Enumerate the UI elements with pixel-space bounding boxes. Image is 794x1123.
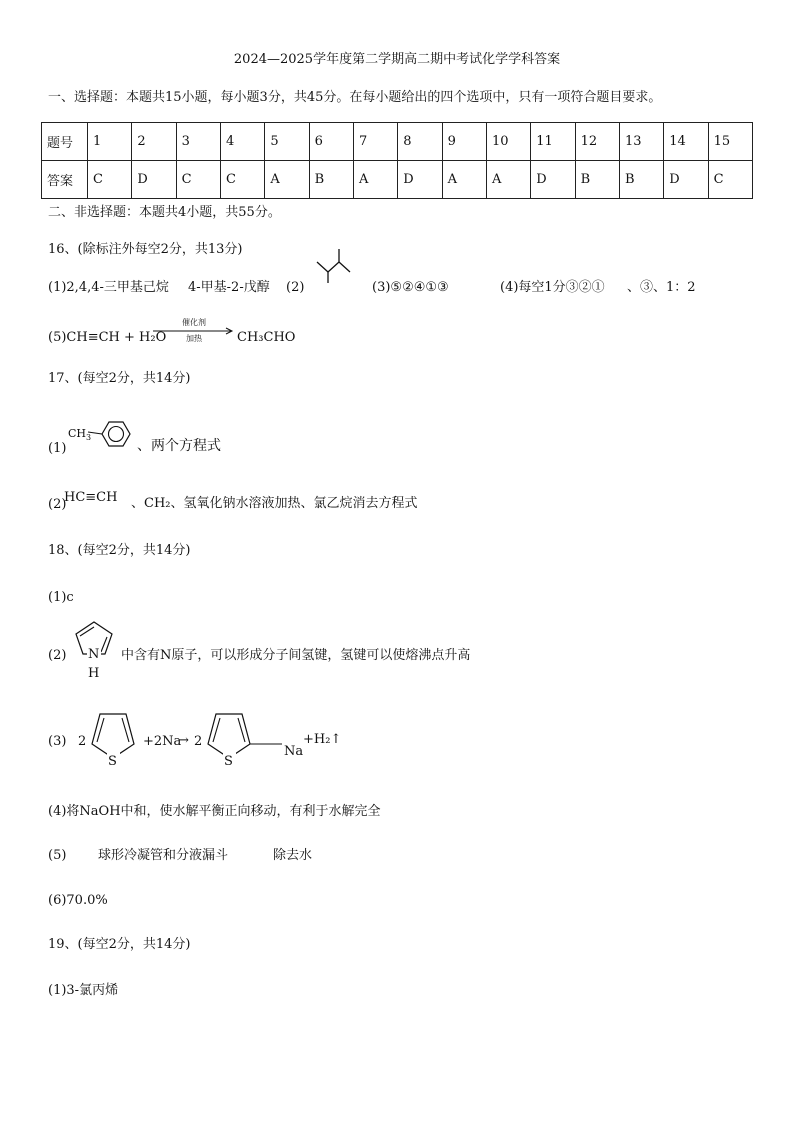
q18-answer-2-label: (2): [48, 648, 67, 663]
table-cell: 8: [398, 123, 442, 161]
table-cell: D: [132, 161, 176, 199]
table-cell: C: [708, 161, 752, 199]
hydrogen-product: +H₂↑: [303, 732, 342, 747]
q18-answer-5b: 除去水: [273, 848, 313, 863]
q16-answer-1b: 4-甲基-2-戊醇: [188, 280, 270, 295]
table-cell: D: [531, 161, 575, 199]
table-cell: 11: [531, 123, 575, 161]
q17-answer-1-text: 、两个方程式: [137, 438, 221, 454]
reaction-condition-heat: 加热: [186, 334, 202, 343]
q16-answer-5-product: CH₃CHO: [237, 330, 296, 345]
q18-sodium-reactant: +2Na: [143, 734, 182, 749]
table-cell: 7: [353, 123, 397, 161]
table-cell: C: [88, 161, 132, 199]
table-cell: A: [486, 161, 530, 199]
q19-header: 19、(每空2分，共14分): [48, 937, 191, 952]
q16-answer-2-label: (2): [286, 280, 305, 295]
q18-answer-3-label: (3): [48, 734, 67, 749]
thiophene-sulfur-label: S: [108, 754, 117, 769]
table-cell: D: [398, 161, 442, 199]
q18-answer-4: (4)将NaOH中和，使水解平衡正向移动，有利于水解完全: [48, 804, 381, 819]
thiophene-sulfur-label-2: S: [224, 754, 233, 769]
table-cell: A: [442, 161, 486, 199]
acetylene-formula: HC≡CH: [64, 490, 118, 505]
q17-answer-1-label: (1): [48, 441, 67, 456]
table-row-label: 答案: [42, 161, 88, 199]
table-cell: 3: [176, 123, 220, 161]
table-cell: 13: [619, 123, 663, 161]
table-cell: 5: [265, 123, 309, 161]
table-cell: C: [220, 161, 264, 199]
page-title: 2024—2025学年度第二学期高二期中考试化学学科答案: [233, 52, 561, 67]
skeletal-structure-icon: [314, 246, 358, 286]
thiophene-sodium-ring-icon: [204, 708, 294, 758]
q18-coefficient-1: 2: [78, 734, 87, 749]
table-cell: 14: [664, 123, 708, 161]
table-cell: B: [619, 161, 663, 199]
answer-table: [41, 122, 753, 199]
q18-answer-5-label: (5): [48, 848, 67, 863]
table-cell: 2: [132, 123, 176, 161]
table-cell: C: [176, 161, 220, 199]
q16-answer-4b: 、③、1：2: [627, 280, 696, 295]
table-cell: D: [664, 161, 708, 199]
q17-header: 17、(每空2分，共14分): [48, 371, 191, 386]
table-row-answers: [42, 161, 753, 199]
pyrrole-hydrogen-label: H: [88, 666, 100, 681]
section-two-heading: 二、非选择题：本题共4小题，共55分。: [48, 205, 281, 220]
table-cell: B: [575, 161, 619, 199]
table-cell: 12: [575, 123, 619, 161]
table-cell: 9: [442, 123, 486, 161]
methyl-text: CH: [68, 427, 87, 440]
sodium-substituent-label: Na: [284, 744, 304, 759]
table-cell: 4: [220, 123, 264, 161]
q16-answer-4: (4)每空1分③②①: [500, 280, 605, 295]
table-cell: A: [265, 161, 309, 199]
q17-answer-2-text: 、CH₂、氢氧化钠水溶液加热、氯乙烷消去方程式: [131, 496, 418, 511]
q16-header: 16、(除标注外每空2分，共13分): [48, 242, 243, 257]
q16-answer-5-reactants: (5)CH≡CH + H₂O: [48, 330, 167, 345]
q16-answer-3: (3)⑤②④①③: [372, 280, 449, 295]
methyl-subscript: 3: [86, 433, 92, 443]
q17-answer-2-label: (2): [48, 497, 67, 512]
reaction-condition-catalyst: 催化剂: [182, 318, 206, 327]
q18-header: 18、(每空2分，共14分): [48, 543, 191, 558]
q18-answer-6: (6)70.0%: [48, 893, 108, 908]
q19-answer-1: (1)3-氯丙烯: [48, 983, 119, 998]
section-one-heading: 一、选择题：本题共15小题，每小题3分，共45分。在每小题给出的四个选项中，只有一项符合题目要求。: [48, 90, 662, 105]
table-cell: 1: [88, 123, 132, 161]
q18-coefficient-2: 2: [194, 734, 203, 749]
table-cell: 6: [309, 123, 353, 161]
q18-answer-5a: 球形冷凝管和分液漏斗: [98, 848, 229, 863]
table-cell: A: [353, 161, 397, 199]
q18-answer-1: (1)c: [48, 590, 74, 605]
table-cell: B: [309, 161, 353, 199]
table-cell: 15: [708, 123, 752, 161]
q16-answer-1: (1)2,4,4-三甲基己烷: [48, 280, 169, 295]
table-row-numbers: [42, 123, 753, 161]
table-row-label: 题号: [42, 123, 88, 161]
pyrrole-nitrogen-label: N: [88, 647, 100, 662]
q18-answer-2-text: 中含有N原子，可以形成分子间氢键，氢键可以使熔沸点升高: [121, 648, 471, 663]
table-cell: 10: [486, 123, 530, 161]
thiophene-ring-icon: [88, 708, 142, 758]
reaction-arrow: →: [178, 733, 189, 748]
